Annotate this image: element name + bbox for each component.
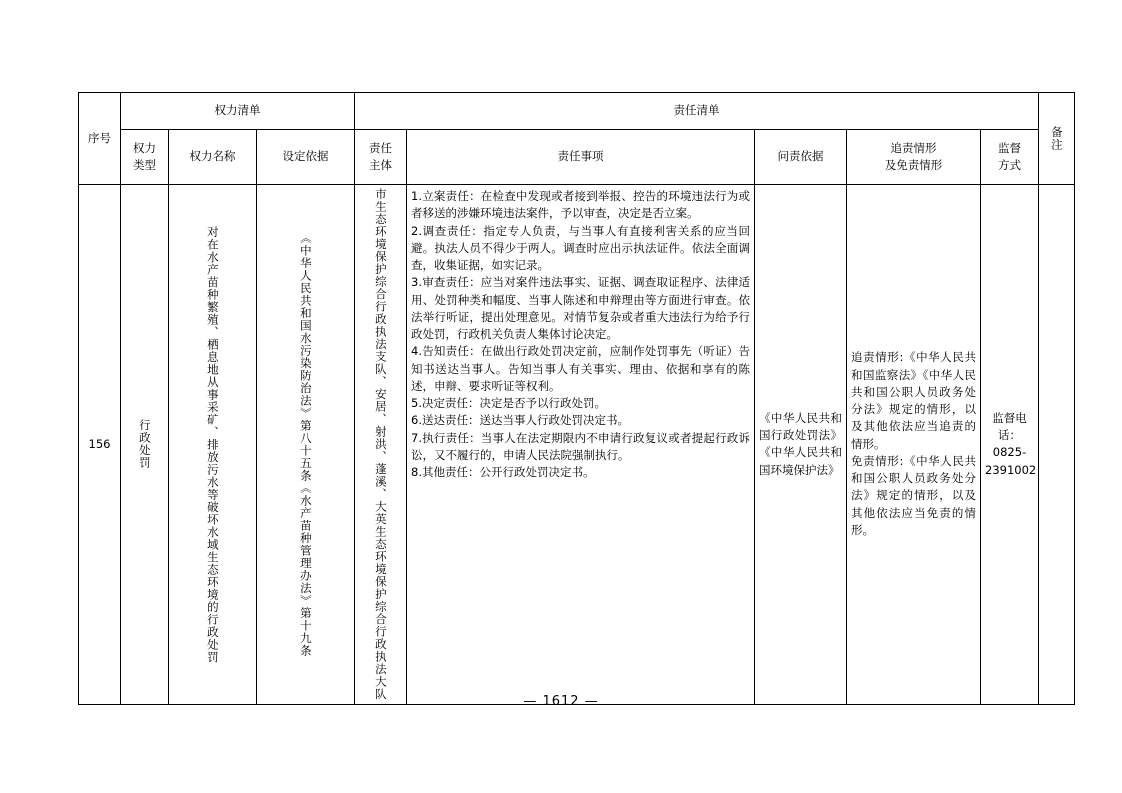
resp-item: 7.执行责任：当事人在法定期限内不申请行政复议或者提起行政诉讼，又不履行的，申请人民法院强制执行。 [411,430,751,462]
resp-item: 3.审查责任：应当对案件违法事实、证据、调查取证程序、法律适用、处罚种类和幅度、当事人陈述和申辩理由等方面进行审查。依法举行听证，提出处理意见。对情节复杂或者重大违法行为给予行政处罚，行政机关负责人集体讨论决定。 [411,275,751,341]
header-seq: 序号 [79,93,121,185]
header-resp-items: 责任事项 [407,130,755,185]
page-number: — 1612 — [523,694,599,709]
table-header-row-2 [79,130,1075,185]
cell-resp-items [407,185,755,705]
cell-remark [1039,185,1075,705]
power-responsibility-table [78,92,1075,705]
cell-seq: 156 [79,185,121,705]
resp-item: 2.调查责任：指定专人负责，与当事人有直接利害关系的应当回避。执法人员不得少于两人。调查时应出示执法证件。依法全面调查，收集证据，如实记录。 [411,223,751,272]
cell-power-basis: 《中华人民共和国水污染防治法》第八十五条《水产苗种管理办法》第十九条 [257,185,355,705]
table-row [79,185,1075,705]
accountability-case-pursue: 追责情形:《中华人民共和国监察法》《中华人民共和国公职人员政务处分法》规定的情形，以及其他依法应当追责的情形。 [851,350,977,451]
header-group-power: 权力清单 [121,93,355,130]
cell-power-name: 对在水产苗种繁殖、栖息地从事采矿、排放污水等破坏水域生态环境的行政处罚 [169,185,257,705]
cell-power-type: 行政处罚 [121,185,169,705]
resp-item: 1.立案责任：在检查中发现或者接到举报、控告的环境违法行为或者移送的涉嫌环境违法案件，予以审查，决定是否立案。 [411,189,751,221]
resp-item: 6.送达责任：送达当事人行政处罚决定书。 [411,413,629,428]
resp-item: 5.决定责任：决定是否予以行政处罚。 [411,396,606,410]
header-supervision: 监督 方式 [981,130,1039,185]
cell-accountability-basis: 《中华人民共和国行政处罚法》《中华人民共和国环境保护法》 [755,185,847,705]
header-remark: 备注 [1039,93,1075,185]
header-power-type: 权力 类型 [121,130,169,185]
header-power-name: 权力名称 [169,130,257,185]
cell-resp-subject: 市生态环境保护综合行政执法支队、安居、射洪、蓬溪、大英生态环境保护综合行政执法大队 [355,185,407,705]
cell-supervision: 监督电话：0825-2391002 [981,185,1039,705]
header-power-basis: 设定依据 [257,130,355,185]
resp-item: 4.告知责任：在做出行政处罚决定前，应制作处罚事先（听证）告知书送达当事人。告知当事人有关事实、理由、依据和享有的陈述，申辩、要求听证等权利。 [411,344,751,393]
table-header-row-1 [79,93,1075,130]
accountability-case-exempt: 免责情形:《中华人民共和国公职人员政务处分法》规定的情形，以及其他依法应当免责的情形。 [851,453,977,537]
header-resp-subject: 责任 主体 [355,130,407,185]
header-accountability-cases: 追责情形 及免责情形 [847,130,981,185]
cell-accountability-cases [847,185,981,705]
resp-item: 8.其他责任：公开行政处罚决定书。 [411,465,595,479]
header-group-responsibility: 责任清单 [355,93,1039,130]
header-accountability-basis: 问责依据 [755,130,847,185]
